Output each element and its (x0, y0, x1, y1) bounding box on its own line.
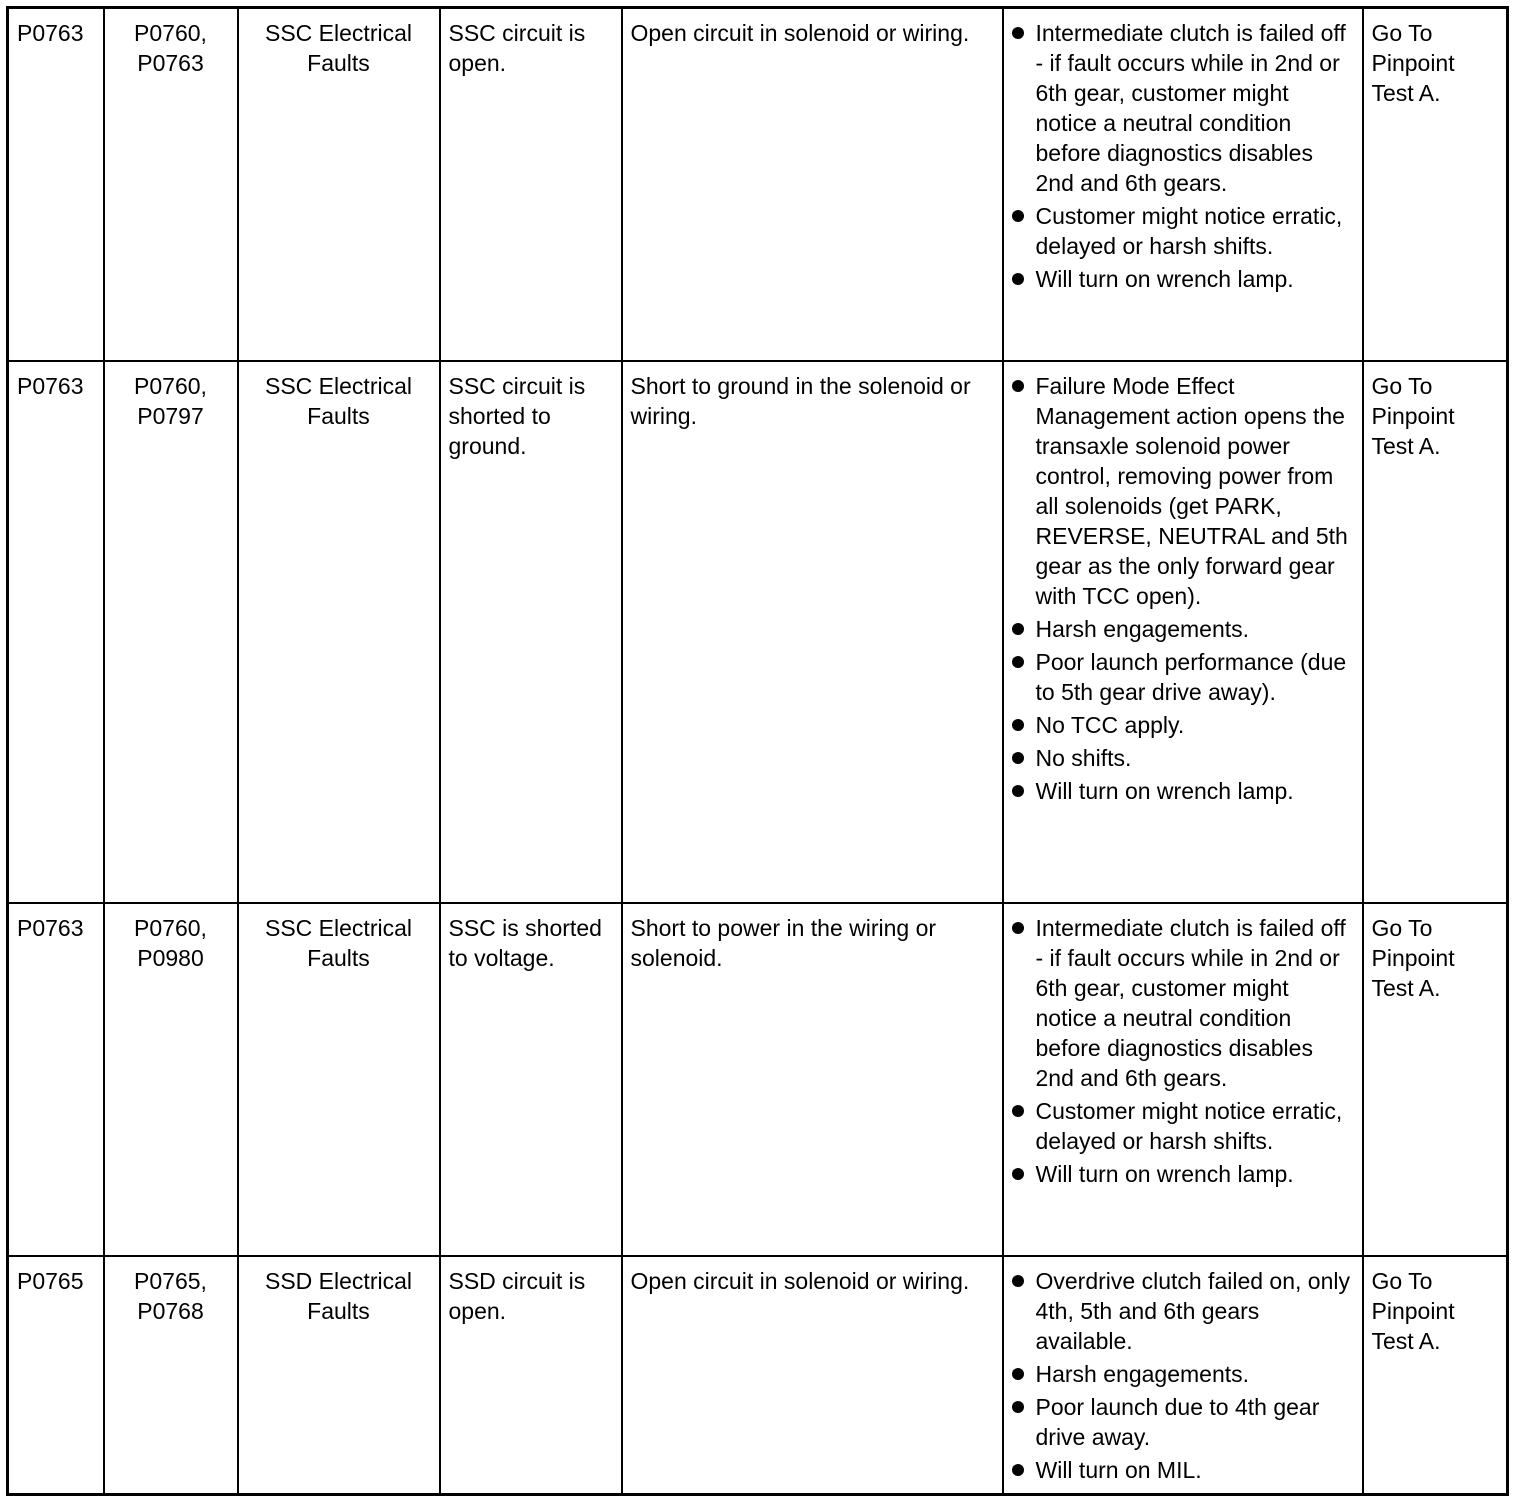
table-row (8, 8, 1508, 361)
fault-type-cell (238, 8, 440, 361)
related-code: P0763 (137, 50, 204, 76)
action-cell: Go To Pinpoint Test A. (1363, 903, 1508, 1256)
table-row (8, 361, 1508, 903)
related-code: P0765, (134, 1267, 207, 1294)
symptom-item: Overdrive clutch failed on, only 4th, 5th and 6th gears available. (1012, 1266, 1354, 1356)
related-code: P0797 (137, 402, 204, 429)
symptom-list (1012, 371, 1354, 806)
symptoms-cell (1003, 1256, 1363, 1495)
related-code: P0980 (137, 944, 204, 971)
symptoms-cell (1003, 8, 1363, 361)
fault-type-line: Faults (307, 50, 370, 76)
table-row (8, 1256, 1508, 1495)
dtc-cell: P0763 (8, 361, 104, 903)
action-cell: Go To Pinpoint Test A. (1363, 361, 1508, 903)
fault-type-line: Faults (307, 1297, 370, 1324)
related-code: P0760, (134, 372, 207, 399)
dtc-cell: P0763 (8, 8, 104, 361)
cause-cell: Short to ground in the solenoid or wiring. (622, 361, 1003, 903)
cause-cell: Open circuit in solenoid or wiring. (622, 8, 1003, 361)
symptom-list (1012, 1266, 1354, 1485)
fault-type-line: SSC Electrical (265, 914, 412, 941)
related-code: P0768 (137, 1297, 204, 1324)
fault-type-line: SSC Electrical (265, 20, 412, 46)
fault-type-line: SSD Electrical (265, 1267, 412, 1294)
symptoms-cell (1003, 903, 1363, 1256)
related-code: P0760, (134, 914, 207, 941)
related-codes-cell (104, 8, 238, 361)
symptom-item: No TCC apply. (1012, 710, 1354, 740)
cause-cell: Short to power in the wiring or solenoid. (622, 903, 1003, 1256)
action-cell: Go To Pinpoint Test A. (1363, 1256, 1508, 1495)
dtc-cell: P0763 (8, 903, 104, 1256)
symptom-item: Harsh engagements. (1012, 1359, 1354, 1389)
fault-type-cell (238, 1256, 440, 1495)
symptom-item: Customer might notice erratic, delayed or harsh shifts. (1012, 1096, 1354, 1156)
fault-type-cell (238, 361, 440, 903)
symptoms-cell (1003, 361, 1363, 903)
symptom-list (1012, 18, 1354, 294)
condition-cell: SSC circuit is open. (440, 8, 622, 361)
related-code: P0760, (134, 20, 207, 46)
action-cell: Go To Pinpoint Test A. (1363, 8, 1508, 361)
table-row (8, 903, 1508, 1256)
symptom-item: No shifts. (1012, 743, 1354, 773)
symptom-item: Will turn on MIL. (1012, 1455, 1354, 1485)
fault-type-cell (238, 903, 440, 1256)
related-codes-cell (104, 903, 238, 1256)
fault-type-line: Faults (307, 402, 370, 429)
symptom-item: Intermediate clutch is failed off - if fault occurs while in 2nd or 6th gear, customer might notice a neutral condition before diagnostics disables 2nd and 6th gears. (1012, 18, 1354, 198)
dtc-cell: P0765 (8, 1256, 104, 1495)
fault-type-line: Faults (307, 944, 370, 971)
symptom-list (1012, 913, 1354, 1189)
cause-cell: Open circuit in solenoid or wiring. (622, 1256, 1003, 1495)
symptom-item: Harsh engagements. (1012, 614, 1354, 644)
condition-cell: SSC is shorted to voltage. (440, 903, 622, 1256)
fault-type-line: SSC Electrical (265, 372, 412, 399)
symptom-item: Intermediate clutch is failed off - if fault occurs while in 2nd or 6th gear, customer might notice a neutral condition before diagnostics disables 2nd and 6th gears. (1012, 913, 1354, 1093)
diagnostic-table (6, 6, 1509, 1496)
condition-cell: SSC circuit is shorted to ground. (440, 361, 622, 903)
symptom-item: Poor launch due to 4th gear drive away. (1012, 1392, 1354, 1452)
symptom-item: Will turn on wrench lamp. (1012, 776, 1354, 806)
symptom-item: Will turn on wrench lamp. (1012, 1159, 1354, 1189)
symptom-item: Failure Mode Effect Management action opens the transaxle solenoid power control, removing power from all solenoids (get PARK, REVERSE, NEUTRAL and 5th gear as the only forward gear with TCC open). (1012, 371, 1354, 611)
related-codes-cell (104, 1256, 238, 1495)
symptom-item: Will turn on wrench lamp. (1012, 264, 1354, 294)
symptom-item: Customer might notice erratic, delayed or harsh shifts. (1012, 201, 1354, 261)
related-codes-cell (104, 361, 238, 903)
symptom-item: Poor launch performance (due to 5th gear drive away). (1012, 647, 1354, 707)
condition-cell: SSD circuit is open. (440, 1256, 622, 1495)
